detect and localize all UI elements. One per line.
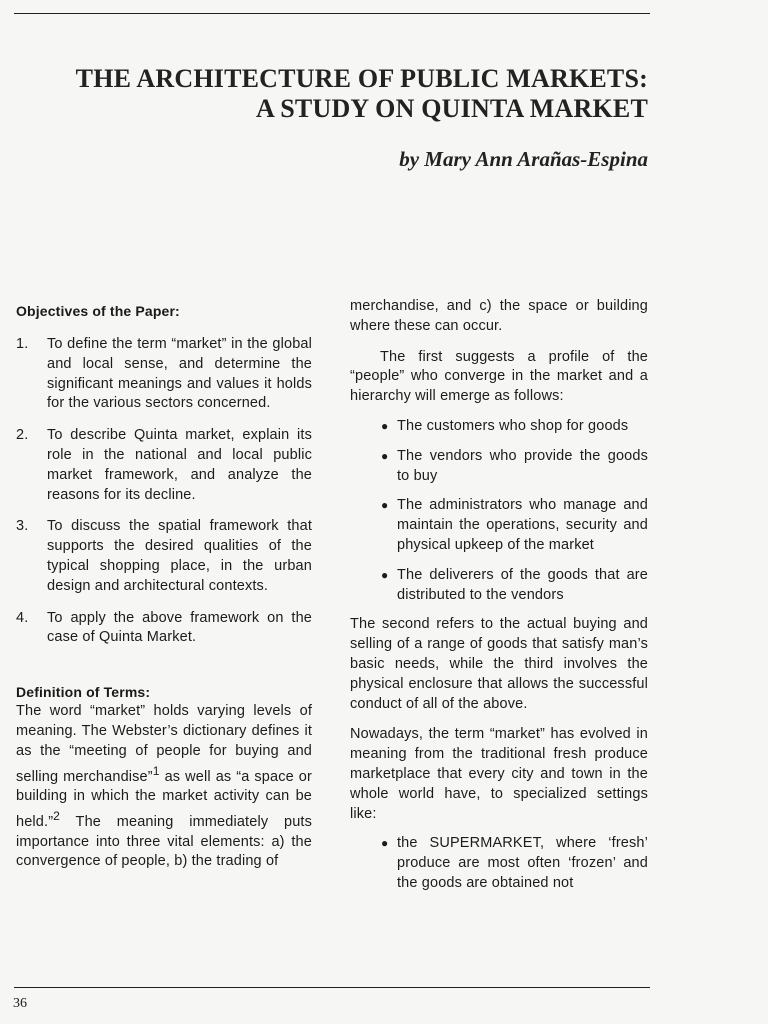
- definitions-heading: Definition of Terms:: [16, 684, 151, 701]
- bullet-icon: ●: [381, 836, 389, 851]
- objective-text: To describe Quinta market, explain its role in the national and local public market framework, and analyze the reasons for its decline.: [47, 427, 312, 503]
- bullet-item: [350, 447, 648, 487]
- footnote-ref-1: 1: [152, 763, 160, 778]
- bullet-text: The customers who shop for goods: [397, 417, 629, 434]
- definitions-text-3: The meaning immediately puts importance into three vital elements: a) the convergence of people, b) the trading of: [16, 813, 312, 870]
- objective-text: To apply the above framework on the case of Quinta Market.: [47, 609, 312, 646]
- nowadays-paragraph: Nowadays, the term “market” has evolved in meaning from the traditional fresh produce marketplace that every city and town in the whole world have, to specialized settings like:: [350, 726, 648, 822]
- bullet-item: [350, 566, 648, 606]
- objective-item: [16, 426, 312, 505]
- bullet-item: [350, 417, 648, 437]
- bullet-text: the SUPERMARKET, where ‘fresh’ produce are most often ‘frozen’ and the goods are obtained not: [397, 835, 648, 891]
- objective-number: 3.: [16, 518, 29, 535]
- bullet-text: The deliverers of the goods that are distributed to the vendors: [397, 566, 648, 603]
- objective-item: [16, 335, 312, 414]
- bullet-icon: ●: [381, 567, 389, 582]
- continued-paragraph: merchandise, and c) the space or building where these can occur.: [350, 298, 648, 334]
- paper-title: [76, 64, 648, 124]
- objectives-heading: Objectives of the Paper:: [16, 303, 180, 319]
- bottom-rule: [14, 987, 650, 988]
- people-bullet-list: [350, 417, 648, 605]
- right-column: [350, 297, 648, 904]
- bullet-text: The vendors who provide the goods to buy: [397, 447, 648, 484]
- objectives-list: [16, 335, 312, 648]
- top-rule: [14, 13, 650, 14]
- objective-number: 1.: [16, 336, 29, 352]
- objective-text: To define the term “market” in the global and local sense, and determine the significant meanings and values it holds for the various sectors concerned.: [47, 336, 312, 412]
- objective-item: [16, 517, 312, 596]
- objective-number: 2.: [16, 427, 29, 444]
- second-refers-paragraph: The second refers to the actual buying and selling of a range of goods that satisfy man’s basic needs, while the third involves the physical enclosure that allows the successful conduct of all of the above.: [350, 616, 648, 712]
- author-byline: by Mary Ann Arañas-Espina: [399, 147, 648, 171]
- title-line-2: A STUDY ON QUINTA MARKET: [256, 94, 648, 123]
- settings-bullet-list: [350, 834, 648, 893]
- left-column: [16, 301, 312, 872]
- footnote-ref-2: 2: [53, 808, 61, 823]
- bullet-item: [350, 496, 648, 555]
- bullet-icon: ●: [381, 498, 389, 513]
- page-number: 36: [13, 996, 27, 1011]
- definitions-text-1: The word “market” holds varying levels of meaning. The Webster’s dictionary defines it as the “meeting of people for buying and selling merchandise”: [16, 703, 312, 785]
- bullet-icon: ●: [381, 418, 389, 433]
- bullet-text: The administrators who manage and maintain the operations, security and physical upkeep of the market: [397, 497, 648, 553]
- first-suggests-paragraph: The first suggests a profile of the “people” who converge in the market and a hierarchy will emerge as follows:: [350, 348, 648, 405]
- definitions-text-2: as well as “a space or building in which the market activity can be held.”: [16, 768, 312, 830]
- objective-text: To discuss the spatial framework that supports the desired qualities of the typical shopping place, in the urban design and architectural contexts.: [47, 518, 312, 594]
- objective-number: 4.: [16, 609, 29, 626]
- objective-item: [16, 609, 312, 649]
- definitions-paragraph: [16, 702, 312, 872]
- bullet-icon: ●: [381, 448, 389, 463]
- title-line-1: THE ARCHITECTURE OF PUBLIC MARKETS:: [75, 64, 648, 93]
- bullet-item: [350, 834, 648, 893]
